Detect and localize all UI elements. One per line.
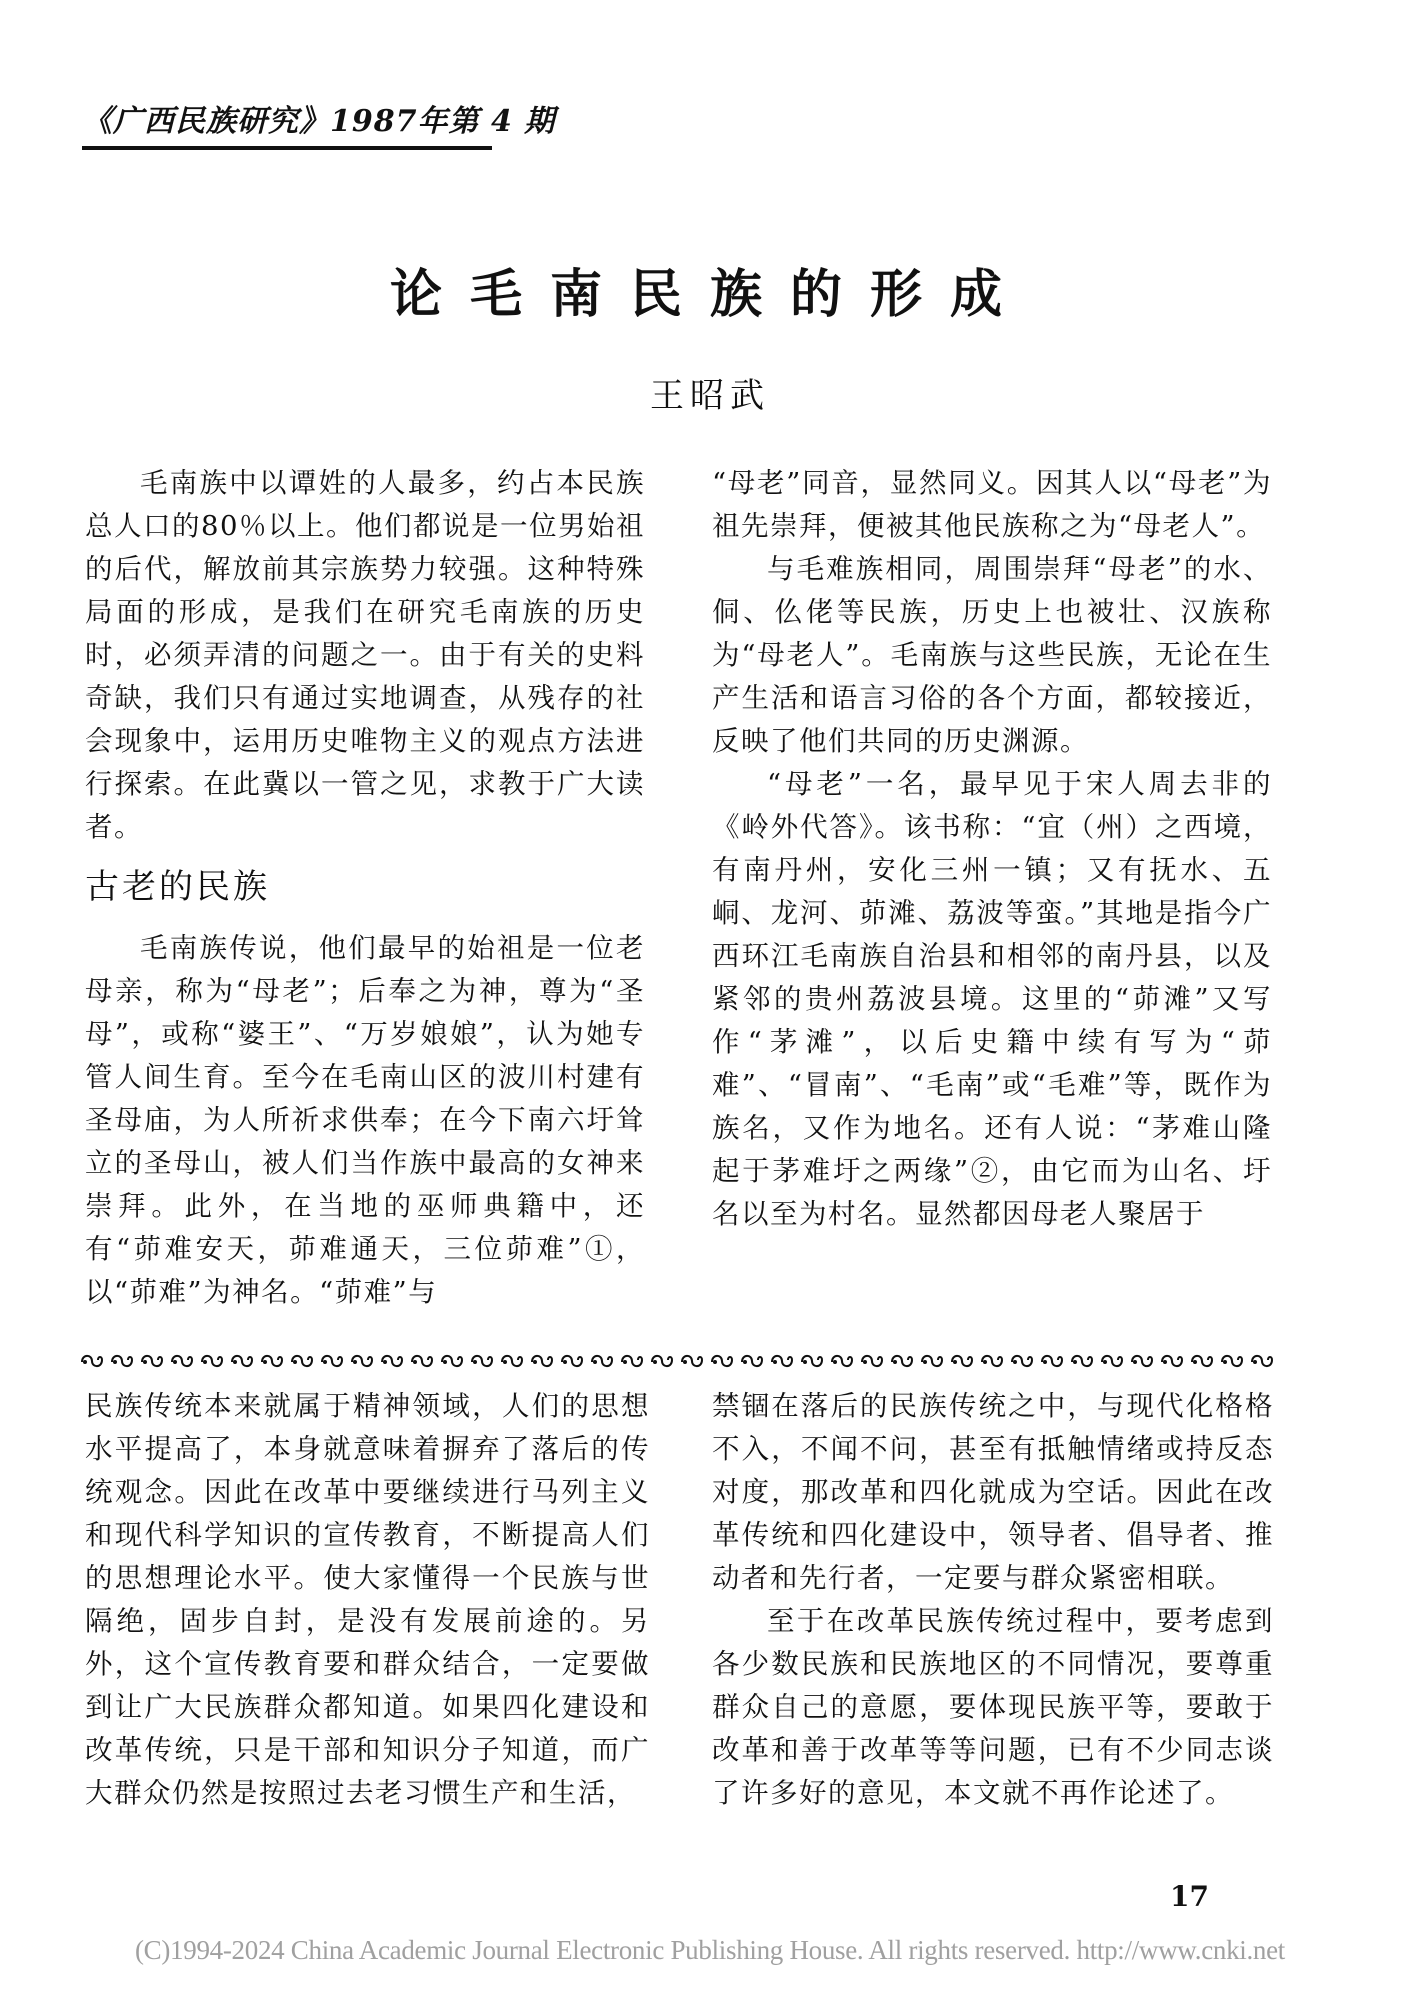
scroll-dot [773,1360,777,1364]
scroll-dot [1253,1360,1257,1364]
scroll-dot [743,1360,747,1364]
article-author: 王昭武 [650,376,770,416]
scroll-dot [1043,1360,1047,1364]
paragraph: 至于在改革民族传统过程中，要考虑到各少数民族和民族地区的不同情况，要尊重群众自己的意愿，要体现民族平等，要敢于改革和善于改革等等问题，已有不少同志谈了许多好的意见，本文就不再作论述了。 [712,1605,1274,1809]
scroll-dot [503,1360,507,1364]
scroll-dot [623,1360,627,1364]
scroll-dot [803,1360,807,1364]
scroll-dot [863,1360,867,1364]
continued-paragraph: 禁锢在落后的民族传统之中，与现代化格格不入，不闻不问，甚至有抵触情绪或持反态对度，那改革和四化就成为空话。因此在改革传统和四化建设中，领导者、倡导者、推动者和先行者，一定要与群众紧密相联。 [712,1390,1274,1594]
scroll-dot [413,1360,417,1364]
scroll-dot [143,1360,147,1364]
scroll-dot [953,1360,957,1364]
scroll-dot [653,1360,657,1364]
scroll-dot [353,1360,357,1364]
page-number: 17 [1170,1880,1209,1913]
scroll-dot [1163,1360,1167,1364]
copyright-notice: (C)1994-2024 China Academic Journal Electronic Publishing House. All rights reserved. http://www.cnki.net [134,1935,1286,1965]
bottom-left-column [85,1385,650,1815]
intro-paragraph: 毛南族中以谭姓的人最多，约占本民族总人口的80％以上。他们都说是一位男始祖的后代，解放前其宗族势力较强。这种特殊局面的形成，是我们在研究毛南族的历史时，必须弄清的问题之一。由于有关的史料奇缺，我们只有通过实地调查，从残存的社会现象中，运用历史唯物主义的观点方法进行探索。在此冀以一管之见，求教于广大读者。 [85,467,645,843]
bottom-right-column [712,1385,1274,1815]
scroll-dot [893,1360,897,1364]
scroll-dot [323,1360,327,1364]
scroll-dot [1193,1360,1197,1364]
scroll-ornament-divider-icon [78,1350,1278,1372]
article-title: 论毛南民族的形成 [389,264,1030,325]
scroll-dot [233,1360,237,1364]
scroll-dot [1133,1360,1137,1364]
scroll-dot [293,1360,297,1364]
paragraph: “母老”一名，最早见于宋人周去非的《岭外代答》。该书称：“宜（州）之西境，有南丹州，安化三州一镇；又有抚水、五峒、龙河、茆滩、荔波等蛮。”其地是指今广西环江毛南族自治县和相邻的南丹县，以及紧邻的贵州荔波县境。这里的“茆滩”又写作“茅滩”，以后史籍中续有写为“茆难”、“冒南”、“毛南”或“毛难”等，既作为族名，又作为地名。还有人说：“茅难山隆起于茅难圩之两缘”②，由它而为山名、圩名以至为村名。显然都因母老人聚居于 [712,768,1272,1230]
scroll-dot [263,1360,267,1364]
scroll-dot [923,1360,927,1364]
section-heading: 古老的民族 [85,867,270,907]
scroll-dot [383,1360,387,1364]
section-paragraph: 毛南族传说，他们最早的始祖是一位老母亲，称为“母老”；后奉之为神，尊为“圣母”，或称“婆王”、“万岁娘娘”，认为她专管人间生育。至今在毛南山区的波川村建有圣母庙，为人所祈求供奉；在今下南六圩耸立的圣母山，被人们当作族中最高的女神来崇拜。此外，在当地的巫师典籍中，还有“茆难安天，茆难通天，三位茆难”①，以“茆难”为神名。“茆难”与 [85,932,645,1308]
scroll-dot [473,1360,477,1364]
scroll-dot [1073,1360,1077,1364]
scroll-dot [983,1360,987,1364]
top-left-column [85,462,645,1314]
scroll-dot [173,1360,177,1364]
scroll-dot [563,1360,567,1364]
paragraph: 与毛难族相同，周围崇拜“母老”的水、侗、仫佬等民族，历史上也被壮、汉族称为“母老人”。毛南族与这些民族，无论在生产生活和语言习俗的各个方面，都较接近，反映了他们共同的历史渊源。 [712,553,1272,757]
scroll-dot [683,1360,687,1364]
scroll-dot [1223,1360,1227,1364]
scroll-dot [443,1360,447,1364]
top-right-column [712,462,1272,1236]
scroll-dot [113,1360,117,1364]
scroll-dot [593,1360,597,1364]
scroll-dot [713,1360,717,1364]
journal-header: 《广西民族研究》1987年第 4 期 [82,96,492,150]
scroll-dot [203,1360,207,1364]
scroll-dot [833,1360,837,1364]
scroll-dot [1013,1360,1017,1364]
scroll-dot [83,1360,87,1364]
scroll-dot [1103,1360,1107,1364]
continued-paragraph: 民族传统本来就属于精神领域，人们的思想水平提高了，本身就意味着摒弃了落后的传统观念。因此在改革中要继续进行马列主义和现代科学知识的宣传教育，不断提高人们的思想理论水平。使大家懂得一个民族与世隔绝，固步自封，是没有发展前途的。另外，这个宣传教育要和群众结合，一定要做到让广大民族群众都知道。如果四化建设和改革传统，只是干部和知识分子知道，而广大群众仍然是按照过去老习惯生产和生活， [85,1390,650,1809]
continued-paragraph: “母老”同音，显然同义。因其人以“母老”为祖先崇拜，便被其他民族称之为“母老人”。 [712,467,1272,542]
scroll-dot [533,1360,537,1364]
